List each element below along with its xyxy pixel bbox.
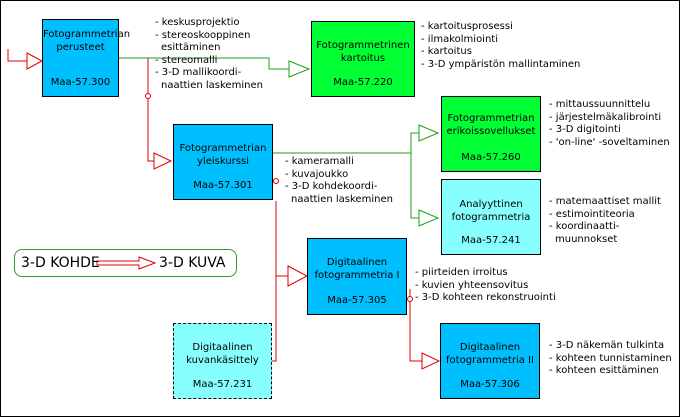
note-item: naattien laskeminen: [161, 79, 263, 91]
note-item: - ilmakolmiointi: [421, 33, 498, 45]
legend-left-label: 3-D KOHDE: [21, 255, 100, 271]
yleiskurssi-junction-dot: [274, 179, 279, 184]
box-title-line2: kartoitus: [340, 53, 386, 64]
note-item: - kohteen esittäminen: [549, 365, 659, 376]
notes-erikoissovellukset: [549, 99, 670, 149]
box-title-line2: fotogrammetria: [451, 212, 531, 223]
note-item: naattien laskeminen: [291, 193, 393, 205]
course-code: Maa-57.300: [50, 77, 111, 88]
course-code: Maa-57.301: [193, 180, 253, 191]
notes-perusteet: [155, 17, 263, 92]
box-title-line1: Digitaalinen: [326, 257, 388, 268]
box-title-line2: kuvankäsittely: [186, 355, 259, 366]
box-title-line1: Fotogrammetrian: [43, 29, 131, 40]
legend-right-label: 3-D KUVA: [159, 255, 226, 271]
digi1-junction-dot: [408, 297, 413, 302]
note-item: - kameramalli: [285, 156, 354, 167]
note-item: - matemaattiset mallit: [549, 196, 661, 207]
note-item: - kartoitusprosessi: [421, 21, 513, 32]
note-item: esittäminen: [161, 42, 221, 53]
entry-line: [8, 49, 27, 61]
note-item: - piirteiden irroitus: [415, 267, 508, 278]
notes-analyyttinen: [549, 196, 661, 246]
note-item: - estimointiteoria: [549, 208, 635, 220]
note-item: - kuvajoukko: [285, 168, 349, 180]
note-item: - järjestelmäkalibrointi: [549, 111, 662, 123]
box-perusteet: [42, 19, 131, 97]
perusteet-to-yleiskurssi-line: [119, 58, 154, 161]
box-title-line2: yleiskurssi: [197, 156, 249, 167]
erikois-arrow: [419, 125, 438, 141]
box-digi2: [440, 323, 540, 399]
yleiskurssi-to-analyyttinen-line: [411, 153, 419, 218]
box-analyyttinen: [441, 179, 541, 255]
note-item: - 'on-line' -soveltaminen: [549, 136, 670, 148]
note-item: - 3-D mallikoordi-: [155, 67, 242, 78]
analyyttinen-arrow: [419, 210, 438, 226]
legend: [14, 249, 237, 277]
notes-digi1: [415, 267, 556, 305]
note-item: - 3-D digitointi: [549, 124, 621, 135]
box-title-line1: Digitaalinen: [192, 342, 253, 353]
course-code: Maa-57.306: [460, 379, 520, 390]
course-code: Maa-57.231: [192, 379, 253, 390]
note-item: - stereoskooppinen: [155, 29, 251, 41]
box-digi1: [307, 238, 407, 315]
course-code: Maa-57.220: [333, 77, 393, 88]
box-title-line1: Analyyttinen: [459, 199, 523, 210]
box-yleiskurssi: [173, 124, 273, 200]
note-item: - stereomalli: [155, 54, 218, 66]
note-item: - mittaussuunnittelu: [549, 99, 651, 110]
box-title-line1: Digitaalinen: [459, 342, 521, 353]
digi1-arrow: [288, 266, 307, 286]
yleiskurssi-arrow: [154, 153, 171, 169]
notes-yleiskurssi: [285, 156, 393, 206]
box-title-line2: fotogrammetria I: [314, 270, 400, 281]
digi2-arrow: [422, 353, 439, 369]
box-title-line1: Fotogrammetrinen: [316, 40, 410, 51]
course-code: Maa-57.260: [461, 152, 521, 163]
note-item: - kartoitus: [421, 46, 472, 57]
note-item: - 3-D kohdekoordi-: [285, 181, 378, 192]
box-erikoissovellukset: [441, 96, 541, 172]
notes-kartoitus: [421, 21, 580, 71]
box-kuvankasittely: [173, 323, 272, 399]
note-item: - keskusprojektio: [155, 17, 240, 28]
perusteet-junction-dot: [146, 94, 151, 99]
note-item: - 3-D ympäristön mallintaminen: [421, 58, 581, 70]
yleiskurssi-to-erikois-line: [273, 133, 419, 153]
notes-digi2: [549, 340, 672, 378]
course-code: Maa-57.241: [461, 235, 521, 246]
note-item: - kohteen tunnistaminen: [549, 352, 672, 364]
note-item: - koordinaatti-: [549, 221, 620, 232]
note-item: muunnokset: [555, 233, 618, 245]
box-title-line2: erikoissovellukset: [446, 126, 536, 137]
box-title-line1: Fotogrammetrian: [179, 143, 267, 154]
box-title-line2: perusteet: [56, 42, 105, 53]
note-item: - kuvien yhteensovitus: [415, 279, 529, 291]
kartoitus-arrow: [289, 61, 309, 77]
box-title-line2: fotogrammetria II: [446, 355, 534, 366]
note-item: - 3-D näkemän tulkinta: [549, 340, 665, 351]
box-title-line1: Fotogrammetrian: [447, 113, 535, 124]
box-kartoitus: [311, 21, 415, 97]
course-code: Maa-57.305: [327, 295, 387, 306]
entry-arrow: [27, 53, 42, 69]
note-item: - 3-D kohteen rekonstruointi: [415, 292, 556, 303]
